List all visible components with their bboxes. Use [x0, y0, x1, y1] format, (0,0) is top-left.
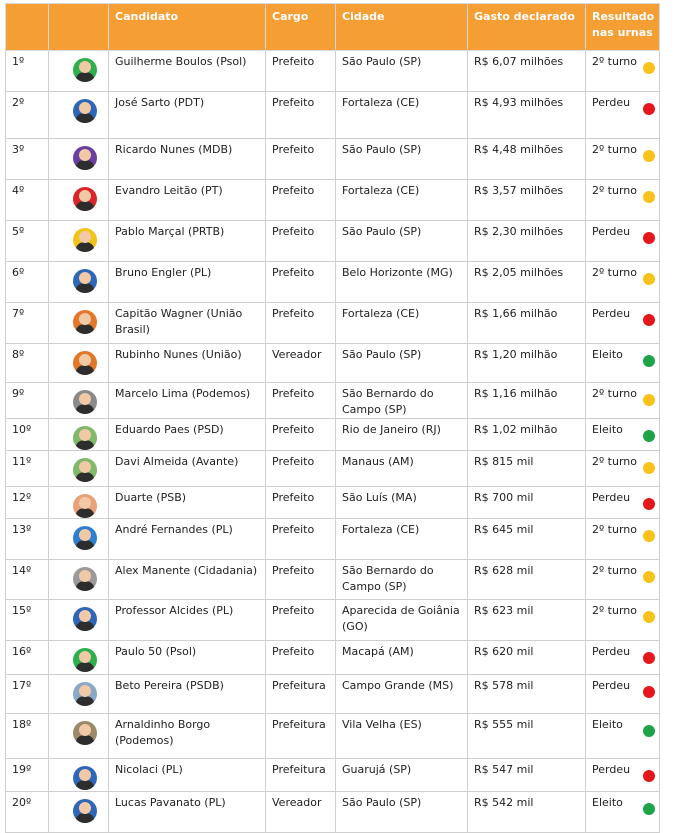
avatar-body — [76, 662, 94, 672]
candidato-cell: Marcelo Lima (Podemos) — [109, 383, 266, 419]
cargo-cell: Prefeito — [266, 221, 336, 262]
photo-cell — [49, 792, 109, 833]
cargo-cell: Prefeito — [266, 487, 336, 519]
gasto-cell: R$ 2,30 milhões — [468, 221, 586, 262]
rank-cell: 6º — [6, 262, 49, 303]
rank-cell: 19º — [6, 759, 49, 792]
table-body — [6, 51, 660, 833]
rank-cell: 4º — [6, 180, 49, 221]
gasto-cell: R$ 555 mil — [468, 714, 586, 759]
candidato-cell: Rubinho Nunes (União) — [109, 344, 266, 383]
cargo-cell: Vereador — [266, 344, 336, 383]
rank-cell: 15º — [6, 600, 49, 641]
cargo-cell: Prefeito — [266, 641, 336, 675]
candidato-cell: Bruno Engler (PL) — [109, 262, 266, 303]
avatar-face — [79, 190, 91, 202]
gasto-cell: R$ 815 mil — [468, 451, 586, 487]
avatar-face — [79, 149, 91, 161]
cargo-cell: Prefeitura — [266, 759, 336, 792]
candidato-cell: Evandro Leitão (PT) — [109, 180, 266, 221]
cidade-cell: Aparecida de Goiânia (GO) — [336, 600, 468, 641]
resultado-text: Eleito — [592, 796, 623, 809]
status-red-dot — [643, 686, 655, 698]
gasto-cell: R$ 2,05 milhões — [468, 262, 586, 303]
gasto-cell: R$ 628 mil — [468, 560, 586, 600]
photo-cell — [49, 641, 109, 675]
cargo-cell: Prefeito — [266, 560, 336, 600]
candidato-cell: Professor Alcides (PL) — [109, 600, 266, 641]
cidade-cell: São Paulo (SP) — [336, 51, 468, 92]
cidade-cell: Rio de Janeiro (RJ) — [336, 419, 468, 451]
resultado-cell — [586, 262, 660, 303]
avatar-body — [76, 472, 94, 482]
cidade-cell: Fortaleza (CE) — [336, 92, 468, 139]
cargo-cell: Prefeito — [266, 262, 336, 303]
rank-cell: 20º — [6, 792, 49, 833]
resultado-cell — [586, 641, 660, 675]
ranking-table — [5, 3, 660, 833]
photo-cell — [49, 221, 109, 262]
avatar-body — [76, 201, 94, 211]
gasto-cell: R$ 645 mil — [468, 519, 586, 560]
cidade-cell: Fortaleza (CE) — [336, 303, 468, 344]
resultado-cell — [586, 51, 660, 92]
resultado-text: Perdeu — [592, 307, 631, 320]
avatar — [73, 58, 97, 82]
status-red-dot — [643, 770, 655, 782]
avatar-face — [79, 313, 91, 325]
candidato-cell: Ricardo Nunes (MDB) — [109, 139, 266, 180]
avatar-face — [79, 497, 91, 509]
avatar — [73, 269, 97, 293]
status-green-dot — [643, 725, 655, 737]
photo-cell — [49, 303, 109, 344]
cargo-cell: Prefeito — [266, 51, 336, 92]
avatar — [73, 228, 97, 252]
avatar — [73, 390, 97, 414]
rank-cell: 2º — [6, 92, 49, 139]
candidato-cell: José Sarto (PDT) — [109, 92, 266, 139]
avatar — [73, 146, 97, 170]
resultado-cell — [586, 180, 660, 221]
cidade-cell: São Paulo (SP) — [336, 792, 468, 833]
candidato-cell: Eduardo Paes (PSD) — [109, 419, 266, 451]
avatar-face — [79, 102, 91, 114]
avatar — [73, 766, 97, 790]
status-red-dot — [643, 652, 655, 664]
candidato-cell: Alex Manente (Cidadania) — [109, 560, 266, 600]
photo-cell — [49, 139, 109, 180]
avatar — [73, 567, 97, 591]
gasto-cell: R$ 547 mil — [468, 759, 586, 792]
avatar-body — [76, 696, 94, 706]
cidade-cell: São Paulo (SP) — [336, 344, 468, 383]
status-yellow-dot — [643, 530, 655, 542]
table-row — [6, 600, 660, 641]
cidade-cell: Campo Grande (MS) — [336, 675, 468, 714]
photo-cell — [49, 51, 109, 92]
gasto-cell: R$ 620 mil — [468, 641, 586, 675]
table-row — [6, 221, 660, 262]
header-rank — [6, 4, 49, 51]
candidato-cell: Capitão Wagner (União Brasil) — [109, 303, 266, 344]
resultado-cell — [586, 92, 660, 139]
photo-cell — [49, 92, 109, 139]
status-red-dot — [643, 314, 655, 326]
resultado-text: 2º turno — [592, 55, 637, 68]
photo-cell — [49, 487, 109, 519]
status-yellow-dot — [643, 611, 655, 623]
cidade-cell: São Luís (MA) — [336, 487, 468, 519]
resultado-text: 2º turno — [592, 523, 637, 536]
cidade-cell: Belo Horizonte (MG) — [336, 262, 468, 303]
resultado-cell — [586, 600, 660, 641]
photo-cell — [49, 714, 109, 759]
avatar — [73, 99, 97, 123]
gasto-cell: R$ 1,02 milhão — [468, 419, 586, 451]
table-row — [6, 383, 660, 419]
cargo-cell: Prefeito — [266, 600, 336, 641]
table-header-row — [6, 4, 660, 51]
avatar — [73, 494, 97, 518]
cargo-cell: Vereador — [266, 792, 336, 833]
rank-cell: 11º — [6, 451, 49, 487]
rank-cell: 14º — [6, 560, 49, 600]
avatar-body — [76, 440, 94, 450]
rank-cell: 3º — [6, 139, 49, 180]
candidato-cell: Nicolaci (PL) — [109, 759, 266, 792]
resultado-text: 2º turno — [592, 387, 637, 400]
avatar — [73, 458, 97, 482]
cargo-cell: Prefeito — [266, 519, 336, 560]
resultado-text: 2º turno — [592, 184, 637, 197]
photo-cell — [49, 675, 109, 714]
avatar-body — [76, 365, 94, 375]
cidade-cell: São Paulo (SP) — [336, 139, 468, 180]
avatar-face — [79, 461, 91, 473]
avatar-face — [79, 769, 91, 781]
rank-cell: 12º — [6, 487, 49, 519]
header-candidato: Candidato — [109, 4, 266, 51]
gasto-cell: R$ 700 mil — [468, 487, 586, 519]
avatar — [73, 426, 97, 450]
avatar-body — [76, 813, 94, 823]
resultado-text: 2º turno — [592, 604, 637, 617]
avatar — [73, 187, 97, 211]
cidade-cell: São Bernardo do Campo (SP) — [336, 560, 468, 600]
rank-cell: 8º — [6, 344, 49, 383]
rank-cell: 18º — [6, 714, 49, 759]
gasto-cell: R$ 4,48 milhões — [468, 139, 586, 180]
gasto-cell: R$ 623 mil — [468, 600, 586, 641]
avatar-face — [79, 61, 91, 73]
photo-cell — [49, 600, 109, 641]
resultado-text: 2º turno — [592, 564, 637, 577]
avatar-body — [76, 72, 94, 82]
resultado-cell — [586, 759, 660, 792]
avatar-body — [76, 404, 94, 414]
gasto-cell: R$ 6,07 milhões — [468, 51, 586, 92]
cargo-cell: Prefeito — [266, 451, 336, 487]
candidato-cell: Paulo 50 (Psol) — [109, 641, 266, 675]
avatar-face — [79, 529, 91, 541]
avatar-face — [79, 429, 91, 441]
status-yellow-dot — [643, 462, 655, 474]
avatar — [73, 721, 97, 745]
cidade-cell: Guarujá (SP) — [336, 759, 468, 792]
avatar — [73, 526, 97, 550]
candidato-cell: Pablo Marçal (PRTB) — [109, 221, 266, 262]
avatar-face — [79, 393, 91, 405]
resultado-cell — [586, 451, 660, 487]
avatar-body — [76, 283, 94, 293]
resultado-text: 2º turno — [592, 143, 637, 156]
avatar-body — [76, 540, 94, 550]
table-row — [6, 419, 660, 451]
avatar-body — [76, 780, 94, 790]
cargo-cell: Prefeito — [266, 92, 336, 139]
avatar-face — [79, 610, 91, 622]
avatar-face — [79, 231, 91, 243]
table-row — [6, 451, 660, 487]
avatar — [73, 351, 97, 375]
avatar-face — [79, 724, 91, 736]
resultado-text: Perdeu — [592, 763, 631, 776]
avatar — [73, 682, 97, 706]
photo-cell — [49, 560, 109, 600]
avatar — [73, 648, 97, 672]
candidato-cell: Arnaldinho Borgo (Podemos) — [109, 714, 266, 759]
cargo-cell: Prefeito — [266, 139, 336, 180]
status-yellow-dot — [643, 394, 655, 406]
status-red-dot — [643, 232, 655, 244]
photo-cell — [49, 344, 109, 383]
cidade-cell: São Bernardo do Campo (SP) — [336, 383, 468, 419]
table-row — [6, 675, 660, 714]
avatar-face — [79, 802, 91, 814]
gasto-cell: R$ 1,16 milhão — [468, 383, 586, 419]
gasto-cell: R$ 578 mil — [468, 675, 586, 714]
status-yellow-dot — [643, 273, 655, 285]
rank-cell: 1º — [6, 51, 49, 92]
resultado-cell — [586, 675, 660, 714]
gasto-cell: R$ 542 mil — [468, 792, 586, 833]
avatar-face — [79, 272, 91, 284]
resultado-cell — [586, 419, 660, 451]
status-red-dot — [643, 103, 655, 115]
resultado-text: Perdeu — [592, 679, 631, 692]
table-row — [6, 641, 660, 675]
status-red-dot — [643, 498, 655, 510]
photo-cell — [49, 180, 109, 221]
resultado-text: Perdeu — [592, 491, 631, 504]
avatar-face — [79, 685, 91, 697]
status-yellow-dot — [643, 150, 655, 162]
photo-cell — [49, 759, 109, 792]
rank-cell: 16º — [6, 641, 49, 675]
status-yellow-dot — [643, 571, 655, 583]
table-row — [6, 92, 660, 139]
header-photo — [49, 4, 109, 51]
rank-cell: 13º — [6, 519, 49, 560]
rank-cell: 17º — [6, 675, 49, 714]
gasto-cell: R$ 1,20 milhão — [468, 344, 586, 383]
cargo-cell: Prefeitura — [266, 675, 336, 714]
resultado-cell — [586, 792, 660, 833]
resultado-text: 2º turno — [592, 455, 637, 468]
resultado-cell — [586, 519, 660, 560]
gasto-cell: R$ 1,66 milhão — [468, 303, 586, 344]
resultado-cell — [586, 714, 660, 759]
cargo-cell: Prefeito — [266, 383, 336, 419]
rank-cell: 7º — [6, 303, 49, 344]
resultado-cell — [586, 303, 660, 344]
avatar-body — [76, 508, 94, 518]
cidade-cell: Macapá (AM) — [336, 641, 468, 675]
avatar — [73, 799, 97, 823]
avatar-face — [79, 651, 91, 663]
table-row — [6, 180, 660, 221]
avatar-body — [76, 242, 94, 252]
resultado-cell — [586, 383, 660, 419]
photo-cell — [49, 451, 109, 487]
rank-cell: 5º — [6, 221, 49, 262]
table-row — [6, 303, 660, 344]
candidato-cell: Lucas Pavanato (PL) — [109, 792, 266, 833]
photo-cell — [49, 519, 109, 560]
table-row — [6, 714, 660, 759]
candidato-cell: André Fernandes (PL) — [109, 519, 266, 560]
cidade-cell: Fortaleza (CE) — [336, 519, 468, 560]
cargo-cell: Prefeito — [266, 180, 336, 221]
photo-cell — [49, 383, 109, 419]
candidato-cell: Guilherme Boulos (Psol) — [109, 51, 266, 92]
gasto-cell: R$ 3,57 milhões — [468, 180, 586, 221]
header-cargo: Cargo — [266, 4, 336, 51]
resultado-cell — [586, 560, 660, 600]
photo-cell — [49, 419, 109, 451]
status-yellow-dot — [643, 191, 655, 203]
table-row — [6, 262, 660, 303]
cidade-cell: São Paulo (SP) — [336, 221, 468, 262]
status-green-dot — [643, 355, 655, 367]
table-row — [6, 792, 660, 833]
avatar-body — [76, 621, 94, 631]
resultado-text: Eleito — [592, 423, 623, 436]
cargo-cell: Prefeito — [266, 419, 336, 451]
cidade-cell: Fortaleza (CE) — [336, 180, 468, 221]
header-gasto: Gasto declarado — [468, 4, 586, 51]
status-yellow-dot — [643, 62, 655, 74]
avatar-body — [76, 160, 94, 170]
avatar-face — [79, 354, 91, 366]
avatar-face — [79, 570, 91, 582]
candidato-cell: Duarte (PSB) — [109, 487, 266, 519]
resultado-cell — [586, 139, 660, 180]
avatar-body — [76, 113, 94, 123]
cidade-cell: Manaus (AM) — [336, 451, 468, 487]
table-row — [6, 487, 660, 519]
table-row — [6, 519, 660, 560]
table-row — [6, 344, 660, 383]
table-row — [6, 139, 660, 180]
resultado-text: Perdeu — [592, 96, 631, 109]
resultado-cell — [586, 221, 660, 262]
resultado-text: Perdeu — [592, 225, 631, 238]
photo-cell — [49, 262, 109, 303]
resultado-text: Eleito — [592, 718, 623, 731]
gasto-cell: R$ 4,93 milhões — [468, 92, 586, 139]
avatar-body — [76, 735, 94, 745]
resultado-cell — [586, 487, 660, 519]
candidato-cell: Davi Almeida (Avante) — [109, 451, 266, 487]
status-green-dot — [643, 803, 655, 815]
resultado-text: Perdeu — [592, 645, 631, 658]
rank-cell: 10º — [6, 419, 49, 451]
avatar — [73, 310, 97, 334]
cidade-cell: Vila Velha (ES) — [336, 714, 468, 759]
header-cidade: Cidade — [336, 4, 468, 51]
candidato-cell: Beto Pereira (PSDB) — [109, 675, 266, 714]
header-resultado: Resultado nas urnas — [586, 4, 660, 51]
avatar-body — [76, 581, 94, 591]
table-row — [6, 51, 660, 92]
table-row — [6, 560, 660, 600]
avatar-body — [76, 324, 94, 334]
cargo-cell: Prefeito — [266, 303, 336, 344]
resultado-cell — [586, 344, 660, 383]
rank-cell: 9º — [6, 383, 49, 419]
avatar — [73, 607, 97, 631]
cargo-cell: Prefeitura — [266, 714, 336, 759]
table-row — [6, 759, 660, 792]
resultado-text: Eleito — [592, 348, 623, 361]
resultado-text: 2º turno — [592, 266, 637, 279]
status-green-dot — [643, 430, 655, 442]
